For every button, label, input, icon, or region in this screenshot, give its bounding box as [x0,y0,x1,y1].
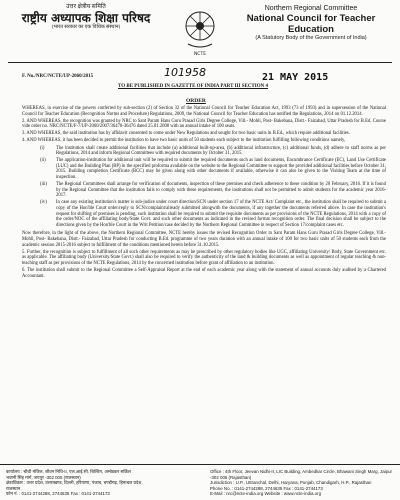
condition-text: The institution shall create additional facilities that include (a) additional built-up-area, (b) additional infrastructure, (c) additional funds, (d) adhere to staff norms as per Regulations, 2014 and inform Regional Committees with required documents by October 31, 2015. [56,145,386,157]
condition-number: (iii) [40,182,48,188]
condition-text: In case any existing institution's matter is sub-judice under court direction/SCN under section 17 of the NCTE Act/ Complaint etc., the institution shall be required to submit a copy of the Hon'ble Court order/reply to SCN/complaint/already submitted alongwith the documents, if any together the documents referred above. In case the institution's request for shifting of premises is pending, such institution shall be required to submit the requisite documents as per provisions of the NCTE Regulations, 2014 with a copy of the order/NOC of the affiliating body/State Govt. and such other documents as indicated in the revised format recognition order. The final decision shall be subject to the directions given by the Hon'ble Court in the Writ Petition/case decided by the Northern Regional Committee in respect of Section 17/complaint cases etc. [56,200,386,228]
region-name: Northern Regional Committee [264,5,358,12]
paragraph: 5. Further, the recognition is subject to fulfillment of all such other requirements as may be prescribed by other regulatory bodies like UGC, affiliating University/ Body, State Government etc. as applicable. The affiliating body (University/State Govt.) shall also be required to verify the authenticity of the land & building documents as well as appointment of regular teaching & non-teaching staff as per provisions of the NCTE Regulations, 2014 by the concerned institution before grant of affiliation to an institution. [22,249,386,266]
header-divider [8,62,392,63]
condition-item [40,158,386,180]
hindi-header [6,4,166,31]
org-subtitle: (A Statutory Body of the Government of India) [255,35,367,41]
phone-fax: Phone No. : 0141-2744288, 2744635 Fax : 0141-2744173 [210,485,323,491]
paragraph: 3. AND WHEREAS, the said institution has by affidavit consented to come under New Regulations and sought for two basic units in B.Ed., which require additional facilities. [22,131,350,137]
file-number: F. No./NRC/NCTE/UP-2060/2015 [22,74,94,79]
date-stamp: 21 MAY 2015 [262,72,329,83]
paragraph: 6. The institution shall submit to the Regional Committee a Self-Appraisal Report at the end of each academic year along with the statement of annual accounts duly audited by a Chartered Accountant. [22,267,386,279]
office-address: Office : 4th Floor, Jeevan Nidhi-II, LIC Building, Ambedkar Circle, Bhawani Singh Marg, Jaipur -302 005 (Rajasthan) [210,469,392,480]
condition-text: The application-institution for additional unit will be required to submit the required documents such as land documents, Encumbrance Certificate (EC), Land Use Certificate (LUC) and the Building Plan (BP) in the specified proforma available on the website to the Regional Committee to support the provided additional facilities before October 31, 2015. Building completion Certificate (BCC) may be given along with other documents if available, otherwise it can also be given to the Visiting Team at the time of inspection. [56,158,386,181]
footer-line: फोन नं. : 0141-2744288, 2744635 Fax : 0141-2744173 [6,491,110,497]
logo-label: NCTE [193,52,207,57]
paragraph: 4. AND WHEREAS, it has been decided to permit the institution to have two basic units of 50 students each subject to the institution fulfilling following conditions namely, [22,138,346,144]
order-title: ORDER [186,98,206,104]
ncte-emblem-icon [176,6,224,50]
gazette-line: TO BE PUBLISHED IN GAZETTE OF INDIA PART III SECTION 4 [118,84,268,89]
paragraph: 2. AND WHEREAS, the recognition was granted by NRC to Sant Param Hans Guru Prasad Girls Degree College, Vill.- Mohli, Post- Bakebana, Distt.- Faizabad, Uttar Pradesh for B.Ed. Course vide order no. NRC/NCTE/F-7/UP-2060/2007/36470-36476 dated 25.01.2008 with an annual intake of 100 seats. [22,118,386,130]
english-header [226,4,396,42]
hindi-address [6,469,156,497]
letterhead-footer [0,464,400,500]
condition-item [40,200,386,228]
paragraph: WHEREAS, in exercise of the powers conferred by sub-section (2) of Section 32 of the National Council for Teacher Education Act, 1993 (73 of 1993) and in supersession of the National Council for Teacher Education (Recognition Norms and Procedure) Regulations, 2009, the National Council for Teacher Education has notified the Regulations, 2014 on 01.12.2014. [22,106,386,117]
handwritten-number: 101958 [164,66,206,79]
footer-line: भवानी सिंह मार्ग, जयपुर -302 005 (राजस्थान) [6,474,81,480]
footer-line: क्षेत्राधिकार : उत्तर प्रदेश, उत्तराखण्ड, दिल्ली, हरियाणा, पंजाब, चण्डीगढ़, हिमाचल प्रदेश, राजस्थान [6,480,143,491]
condition-item [40,182,386,199]
condition-item [40,146,386,157]
conditions-list [40,146,386,229]
hindi-subtitle: (भारत सरकार का एक विधिक संस्थान) [51,25,121,30]
hindi-region: उत्तर क्षेत्रीय समिति [66,4,106,10]
org-name: National Council for Teacher Education [246,13,376,35]
order-body [22,106,386,281]
email-website: E-Mail : nrc@ncte-india.org Website : www.ncte-india.org [210,491,322,497]
condition-text: The Regional Committees shall arrange for verification of documents, inspection of these premises and check adherence to these condition by 20 February, 2016. If it is found by the Regional Committee that the institution fails to comply with these requirements, the institutions shall not be permitted to admit students for the academic year 2016-2017. [56,182,386,199]
paragraph: Now therefore, in the light of the above, the Northern Regional Committee, NCTE hereby issues the revised Recognition Order to Sant Param Hans Guru Prasad Girls Degree College, Vill.- Mohli, Post- Bakebana, Distt.- Faizabad, Uttar Pradesh for conducting B.Ed. programme of two years duration with an annual intake of 100 for two basic units of 50 students each from the academic session 2015-2016 subject to fulfillment of the conditions mentioned herein before 31.10.2015. [22,231,386,248]
footer-line: कार्यालय : चौथी मंजिल, जीवन निधि-II, एल.आई.सी. बिल्डिंग, अम्बेडकर सर्किल [6,469,131,474]
hindi-title: राष्ट्रीय अध्यापक शिक्षा परिषद [21,11,151,25]
condition-number: (iv) [40,200,47,206]
english-address [210,469,396,497]
condition-number: (i) [40,145,45,151]
condition-number: (ii) [40,158,46,164]
jurisdiction: Jurisdiction : U.P., Uttranchal, Delhi, Haryana, Punjab, Chandigarh, H.P., Rajasthan [210,480,372,486]
